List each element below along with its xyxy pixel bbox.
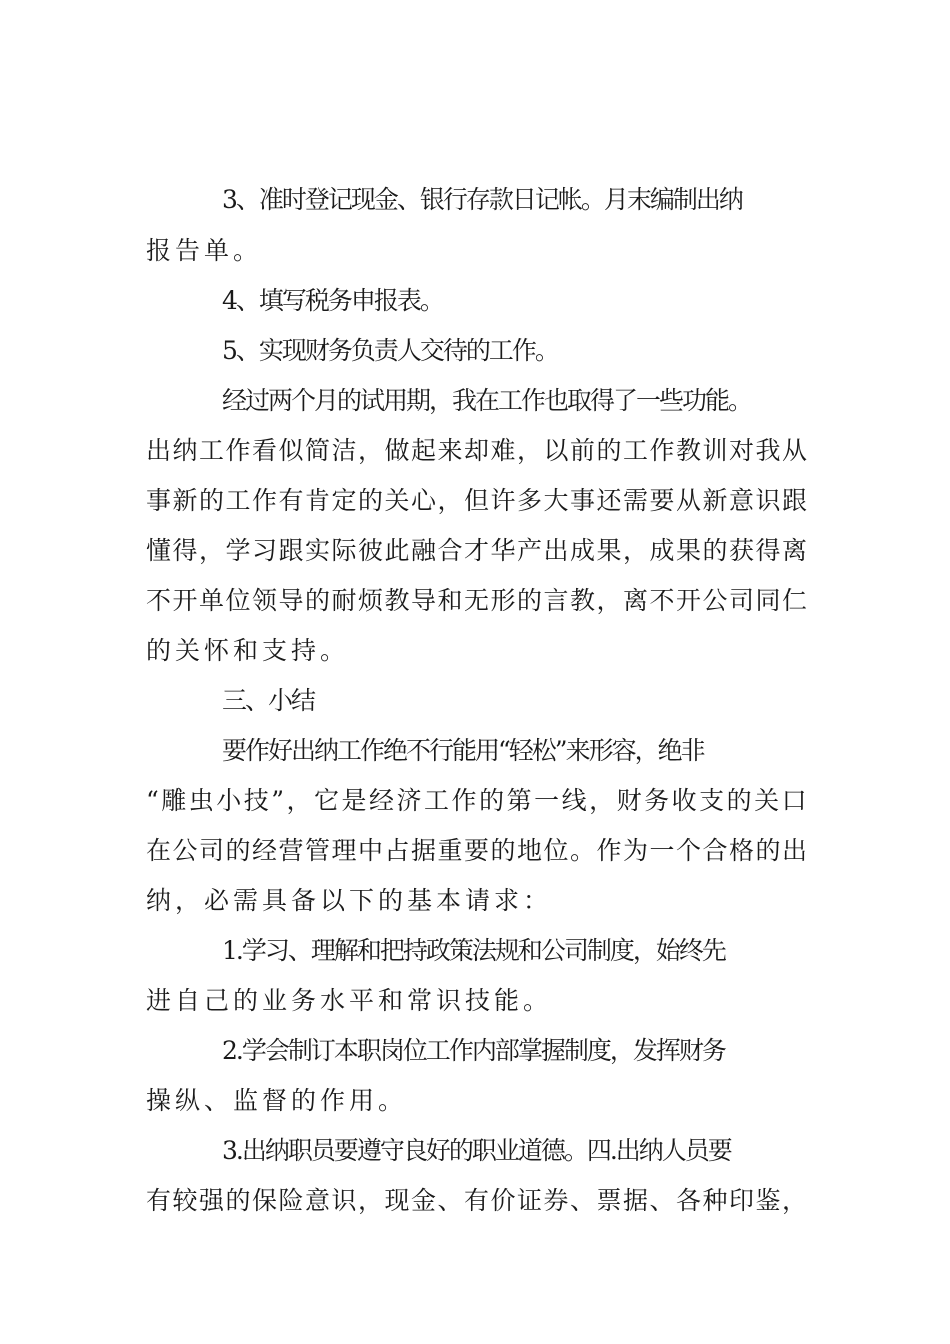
paragraph-line: 事新的工作有肯定的关心，但许多大事还需要从新意识跟 [146,486,809,515]
paragraph-line: “雕虫小技”，它是经济工作的第一线，财务收支的关口 [146,786,810,815]
paragraph-line: 纳，必需具备以下的基本请求： [146,886,553,915]
paragraph-line: 4、填写税务申报表。 [222,286,443,315]
paragraph-line: 在公司的经营管理中占据重要的地位。作为一个合格的出 [146,836,809,865]
paragraph-line: 报告单。 [146,236,263,265]
paragraph-line: 3、准时登记现金、银行存款日记帐。月末编制出纳 [222,185,742,214]
paragraph-line: 的关怀和支持。 [146,636,350,665]
paragraph-line: 经过两个月的试用期，我在工作也取得了一些功能。 [222,386,752,415]
paragraph-line: 不开单位领导的耐烦教导和无形的言教，离不开公司同仁 [146,586,809,615]
list-item-line: 有较强的保险意识，现金、有价证券、票据、各种印鉴， [146,1186,809,1215]
list-item-line: 1.学习、理解和把持政策法规和公司制度，始终先 [222,936,725,965]
paragraph-line: 出纳工作看似简洁，做起来却难，以前的工作教训对我从 [146,436,809,465]
paragraph-line: 5、实现财务负责人交待的工作。 [222,336,558,365]
paragraph-line: 要作好出纳工作绝不行能用“轻松”来形容，绝非 [222,736,704,765]
list-item-line: 操纵、监督的作用。 [146,1086,408,1115]
paragraph-line: 懂得，学习跟实际彼此融合才华产出成果，成果的获得离 [146,536,809,565]
list-item-line: 3.出纳职员要遵守良好的职业道德。四.出纳人员要 [222,1136,731,1165]
section-heading: 三、小结 [222,686,315,715]
list-item-line: 进自己的业务水平和常识技能。 [146,986,553,1015]
list-item-line: 2.学会制订本职岗位工作内部掌握制度，发挥财务 [222,1036,725,1065]
